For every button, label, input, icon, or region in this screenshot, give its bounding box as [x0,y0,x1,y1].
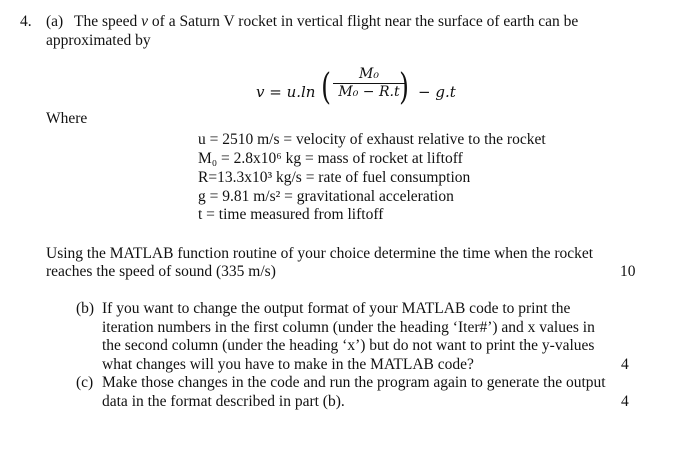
intro-text-start: The speed [74,13,142,30]
equation-left-paren: ( [321,67,331,108]
equation-fraction [333,66,405,101]
part-c-label: (c) [76,374,94,391]
intro-line-1 [74,13,578,31]
task-marks: 10 [620,263,636,280]
definition-gravity: g = 9.81 m/s² = gravitational acceleration [198,188,454,205]
equation-rhs: − g.t [418,83,456,101]
part-b-line-4: what changes will you have to make in the MATLAB code? [102,356,474,373]
task-line-2: reaches the speed of sound (335 m/s) [46,263,276,280]
part-c-line-1: Make those changes in the code and run the program again to generate the output [102,374,606,391]
part-b-line-1: If you want to change the output format of your MATLAB code to print the [102,300,571,317]
intro-line-2: approximated by [46,32,151,49]
definition-fuel-rate: R=13.3x10³ kg/s = rate of fuel consumption [198,169,471,186]
fraction-numerator: M₀ [359,66,379,82]
part-a-label: (a) [46,13,64,30]
definition-time: t = time measured from liftoff [198,206,384,223]
part-c-line-2: data in the format described in part (b). [102,393,345,410]
definition-liftoff-mass: M₀ = 2.8x10⁶ kg = mass of rocket at liftoff [198,150,463,167]
intro-text-end: of a Saturn V rocket in vertical flight near the surface of earth can be [148,13,579,30]
part-b-line-3: the second column (under the heading ‘x’) but do not want to print the y-values [102,337,595,354]
fraction-denominator: M₀ − R.t [338,84,400,101]
part-b-label: (b) [76,300,95,317]
part-b-marks: 4 [621,356,629,373]
part-c-marks: 4 [621,393,629,410]
intro-variable: v [141,13,149,30]
question-number: 4. [20,13,32,30]
equation-right-paren: ) [399,67,409,108]
task-line-1: Using the MATLAB function routine of your choice determine the time when the rocket [46,245,594,262]
part-b-line-2: iteration numbers in the first column (under the heading ‘Iter#’) and x values in [102,319,595,336]
definition-exhaust-velocity: u = 2510 m/s = velocity of exhaust relative to the rocket [198,131,546,148]
equation-lhs: v = u.ln [256,83,316,101]
where-label: Where [46,110,88,127]
